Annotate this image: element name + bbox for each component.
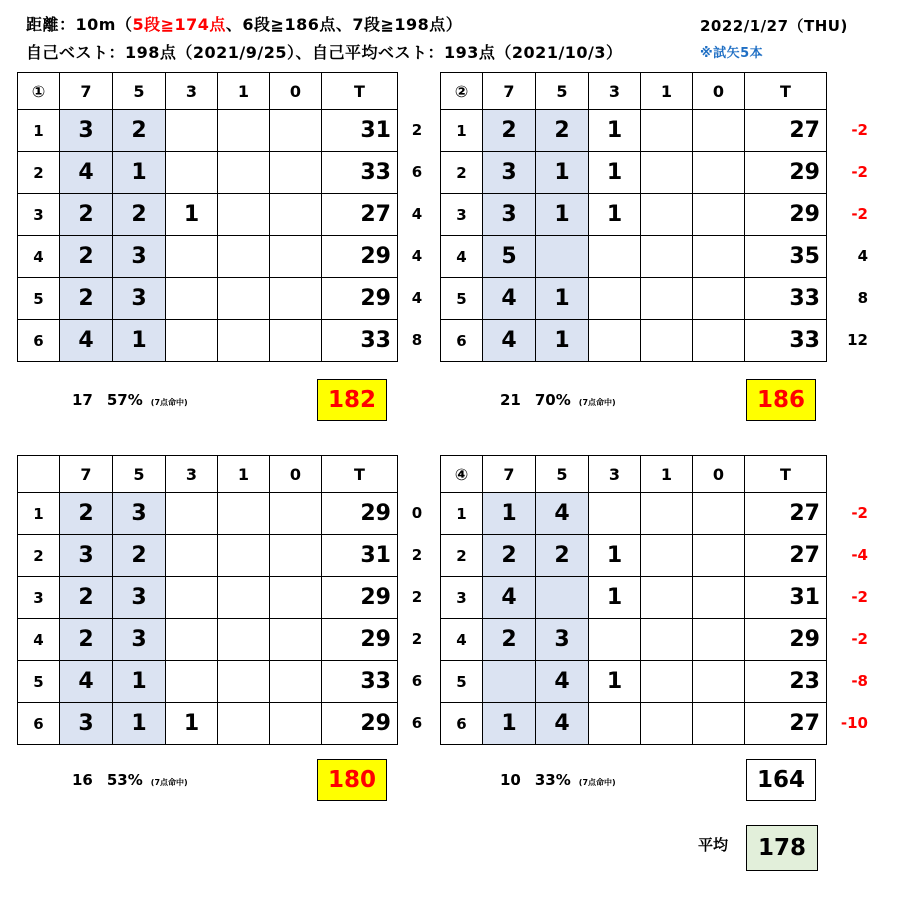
score-row xyxy=(18,577,398,619)
side-count: 4 xyxy=(411,247,423,265)
count-1-point xyxy=(641,110,693,152)
col-7-header: 7 xyxy=(483,456,536,493)
count-0-point xyxy=(693,661,745,703)
hit-summary-round-2: 21 70% (7点命中) xyxy=(500,391,616,409)
end-number: 3 xyxy=(441,194,483,236)
end-number: 1 xyxy=(18,493,60,535)
count-5-point: 1 xyxy=(536,194,589,236)
hit-summary-round-3: 16 53% (7点命中) xyxy=(72,771,188,789)
count-7-point: 2 xyxy=(60,577,113,619)
col-7-header: 7 xyxy=(483,73,536,110)
count-7-point: 3 xyxy=(60,110,113,152)
end-total: 29 xyxy=(322,577,398,619)
count-5-point: 3 xyxy=(536,619,589,661)
count-7-point: 4 xyxy=(483,577,536,619)
count-0-point xyxy=(270,703,322,745)
side-count: 2 xyxy=(411,588,423,606)
count-1-point xyxy=(641,493,693,535)
round-2-total: 186 xyxy=(746,379,816,421)
count-5-point: 3 xyxy=(113,493,166,535)
end-number: 6 xyxy=(18,703,60,745)
count-0-point xyxy=(693,278,745,320)
end-total: 33 xyxy=(745,278,827,320)
count-1-point xyxy=(218,194,270,236)
count-7-point: 2 xyxy=(60,619,113,661)
col-7-header: 7 xyxy=(60,73,113,110)
round-label: ② xyxy=(441,73,483,110)
count-0-point xyxy=(270,493,322,535)
end-total: 29 xyxy=(322,493,398,535)
score-row xyxy=(18,152,398,194)
count-3-point xyxy=(589,703,641,745)
cumulative-diff: -4 xyxy=(851,546,868,564)
score-row xyxy=(18,535,398,577)
count-1-point xyxy=(218,152,270,194)
count-5-point: 1 xyxy=(113,320,166,362)
count-5-point: 1 xyxy=(536,278,589,320)
end-total: 27 xyxy=(745,703,827,745)
side-count: 4 xyxy=(411,205,423,223)
cumulative-diff: 12 xyxy=(847,331,868,349)
end-number: 1 xyxy=(441,493,483,535)
count-0-point xyxy=(270,661,322,703)
count-7-point: 2 xyxy=(60,278,113,320)
count-7-point: 4 xyxy=(60,320,113,362)
count-5-point: 4 xyxy=(536,661,589,703)
round-label xyxy=(18,456,60,493)
count-1-point xyxy=(218,619,270,661)
count-3-point xyxy=(166,535,218,577)
count-7-point: 4 xyxy=(60,152,113,194)
count-7-point: 3 xyxy=(60,703,113,745)
count-1-point xyxy=(641,278,693,320)
count-7-point: 5 xyxy=(483,236,536,278)
count-3-point xyxy=(589,619,641,661)
score-row xyxy=(18,110,398,152)
count-1-point xyxy=(641,661,693,703)
score-table-round-4 xyxy=(440,455,827,745)
end-number: 1 xyxy=(441,110,483,152)
count-5-point: 2 xyxy=(113,110,166,152)
count-1-point xyxy=(641,236,693,278)
count-7-point: 4 xyxy=(483,320,536,362)
count-5-point: 2 xyxy=(536,110,589,152)
col-total-header: T xyxy=(322,456,398,493)
count-5-point: 3 xyxy=(113,236,166,278)
score-row xyxy=(441,577,827,619)
end-total: 29 xyxy=(745,194,827,236)
end-total: 27 xyxy=(745,493,827,535)
trial-arrows-note: ※試矢5本 xyxy=(700,46,764,61)
count-7-point: 2 xyxy=(60,493,113,535)
count-7-point: 3 xyxy=(60,535,113,577)
count-0-point xyxy=(270,236,322,278)
col-7-header: 7 xyxy=(60,456,113,493)
count-1-point xyxy=(218,320,270,362)
end-total: 27 xyxy=(745,110,827,152)
score-table-round-2 xyxy=(440,72,827,362)
count-0-point xyxy=(693,577,745,619)
score-row xyxy=(18,703,398,745)
count-0-point xyxy=(270,152,322,194)
end-total: 33 xyxy=(322,661,398,703)
end-total: 27 xyxy=(745,535,827,577)
end-number: 5 xyxy=(18,278,60,320)
count-7-point: 4 xyxy=(483,278,536,320)
end-number: 2 xyxy=(441,535,483,577)
side-count: 6 xyxy=(411,163,423,181)
count-5-point: 3 xyxy=(113,619,166,661)
count-0-point xyxy=(693,194,745,236)
count-0-point xyxy=(270,577,322,619)
col-total-header: T xyxy=(745,73,827,110)
round-label: ④ xyxy=(441,456,483,493)
score-row xyxy=(441,152,827,194)
count-1-point xyxy=(218,535,270,577)
count-1-point xyxy=(641,194,693,236)
end-total: 31 xyxy=(745,577,827,619)
distance-header: 距離：10m（5段≧174点、6段≧186点、7段≧198点） xyxy=(26,15,463,34)
score-row xyxy=(18,236,398,278)
count-1-point xyxy=(218,278,270,320)
cumulative-diff: -2 xyxy=(851,504,868,522)
count-3-point xyxy=(166,661,218,703)
count-0-point xyxy=(693,619,745,661)
count-7-point: 2 xyxy=(483,619,536,661)
count-0-point xyxy=(270,278,322,320)
cumulative-diff: -2 xyxy=(851,630,868,648)
count-5-point xyxy=(536,577,589,619)
cumulative-diff: 8 xyxy=(857,289,868,307)
count-3-point xyxy=(166,619,218,661)
count-5-point: 4 xyxy=(536,703,589,745)
score-row xyxy=(441,320,827,362)
count-5-point: 1 xyxy=(536,320,589,362)
count-5-point: 2 xyxy=(536,535,589,577)
count-3-point xyxy=(166,577,218,619)
count-0-point xyxy=(693,152,745,194)
count-5-point: 3 xyxy=(113,577,166,619)
score-row xyxy=(441,661,827,703)
col-1-header: 1 xyxy=(218,73,270,110)
count-3-point xyxy=(166,278,218,320)
count-3-point xyxy=(589,236,641,278)
score-row xyxy=(441,493,827,535)
count-1-point xyxy=(218,703,270,745)
round-4-total: 164 xyxy=(746,759,816,801)
col-total-header: T xyxy=(322,73,398,110)
cumulative-diff: -8 xyxy=(851,672,868,690)
side-count: 2 xyxy=(411,546,423,564)
count-0-point xyxy=(693,236,745,278)
count-3-point xyxy=(589,320,641,362)
score-row xyxy=(18,320,398,362)
count-1-point xyxy=(641,703,693,745)
end-number: 2 xyxy=(441,152,483,194)
col-0-header: 0 xyxy=(693,73,745,110)
end-number: 4 xyxy=(441,619,483,661)
hit-summary-round-1: 17 57% (7点命中) xyxy=(72,391,188,409)
count-3-point xyxy=(589,278,641,320)
end-total: 29 xyxy=(322,619,398,661)
count-1-point xyxy=(641,535,693,577)
count-1-point xyxy=(218,236,270,278)
end-number: 3 xyxy=(441,577,483,619)
count-7-point: 4 xyxy=(60,661,113,703)
hit-summary-round-4: 10 33% (7点命中) xyxy=(500,771,616,789)
end-total: 33 xyxy=(322,152,398,194)
cumulative-diff: -2 xyxy=(851,205,868,223)
col-0-header: 0 xyxy=(693,456,745,493)
count-0-point xyxy=(270,535,322,577)
count-5-point: 1 xyxy=(113,661,166,703)
count-0-point xyxy=(693,320,745,362)
end-number: 5 xyxy=(18,661,60,703)
col-1-header: 1 xyxy=(641,456,693,493)
count-5-point: 1 xyxy=(113,152,166,194)
end-total: 35 xyxy=(745,236,827,278)
count-3-point xyxy=(166,152,218,194)
score-row xyxy=(441,619,827,661)
end-total: 29 xyxy=(322,236,398,278)
end-number: 5 xyxy=(441,278,483,320)
score-row xyxy=(18,619,398,661)
col-total-header: T xyxy=(745,456,827,493)
end-total: 23 xyxy=(745,661,827,703)
col-1-header: 1 xyxy=(218,456,270,493)
end-number: 3 xyxy=(18,577,60,619)
count-5-point: 1 xyxy=(536,152,589,194)
col-5-header: 5 xyxy=(113,456,166,493)
count-5-point: 2 xyxy=(113,194,166,236)
col-5-header: 5 xyxy=(536,73,589,110)
side-count: 4 xyxy=(411,289,423,307)
col-0-header: 0 xyxy=(270,456,322,493)
end-number: 4 xyxy=(18,619,60,661)
count-3-point xyxy=(166,493,218,535)
score-row xyxy=(18,661,398,703)
score-row xyxy=(18,278,398,320)
side-count: 8 xyxy=(411,331,423,349)
count-7-point: 1 xyxy=(483,703,536,745)
end-total: 33 xyxy=(745,320,827,362)
end-total: 29 xyxy=(745,152,827,194)
count-5-point: 3 xyxy=(113,278,166,320)
count-3-point xyxy=(166,110,218,152)
count-1-point xyxy=(641,320,693,362)
count-0-point xyxy=(693,535,745,577)
end-number: 6 xyxy=(441,703,483,745)
score-row xyxy=(441,236,827,278)
count-3-point: 1 xyxy=(589,535,641,577)
col-3-header: 3 xyxy=(589,456,641,493)
score-row xyxy=(441,535,827,577)
average-label: 平均 xyxy=(698,836,729,854)
count-7-point: 2 xyxy=(60,194,113,236)
cumulative-diff: -2 xyxy=(851,121,868,139)
count-7-point: 3 xyxy=(483,152,536,194)
side-count: 6 xyxy=(411,672,423,690)
end-number: 4 xyxy=(18,236,60,278)
count-3-point: 1 xyxy=(166,703,218,745)
cumulative-diff: -10 xyxy=(840,714,868,732)
count-3-point xyxy=(589,493,641,535)
end-total: 27 xyxy=(322,194,398,236)
count-3-point: 1 xyxy=(589,110,641,152)
average-value: 178 xyxy=(746,825,818,871)
count-1-point xyxy=(218,110,270,152)
col-3-header: 3 xyxy=(589,73,641,110)
end-number: 4 xyxy=(441,236,483,278)
count-1-point xyxy=(218,661,270,703)
count-3-point: 1 xyxy=(589,577,641,619)
side-count: 6 xyxy=(411,714,423,732)
end-total: 29 xyxy=(745,619,827,661)
count-5-point: 4 xyxy=(536,493,589,535)
count-1-point xyxy=(641,577,693,619)
count-5-point: 1 xyxy=(113,703,166,745)
round-label: ① xyxy=(18,73,60,110)
score-row xyxy=(18,493,398,535)
end-total: 29 xyxy=(322,278,398,320)
cumulative-diff: -2 xyxy=(851,163,868,181)
side-count: 0 xyxy=(411,504,423,522)
count-3-point: 1 xyxy=(166,194,218,236)
score-row xyxy=(18,194,398,236)
count-0-point xyxy=(693,110,745,152)
round-3-total: 180 xyxy=(317,759,387,801)
count-3-point: 1 xyxy=(589,152,641,194)
count-0-point xyxy=(693,703,745,745)
score-row xyxy=(441,278,827,320)
end-total: 31 xyxy=(322,535,398,577)
col-0-header: 0 xyxy=(270,73,322,110)
count-0-point xyxy=(693,493,745,535)
end-number: 2 xyxy=(18,152,60,194)
count-3-point: 1 xyxy=(589,661,641,703)
cumulative-diff: -2 xyxy=(851,588,868,606)
col-3-header: 3 xyxy=(166,456,218,493)
end-total: 31 xyxy=(322,110,398,152)
end-number: 5 xyxy=(441,661,483,703)
count-5-point xyxy=(536,236,589,278)
count-7-point: 1 xyxy=(483,493,536,535)
score-row xyxy=(441,703,827,745)
col-5-header: 5 xyxy=(113,73,166,110)
end-number: 6 xyxy=(18,320,60,362)
end-number: 1 xyxy=(18,110,60,152)
count-7-point: 3 xyxy=(483,194,536,236)
count-7-point: 2 xyxy=(60,236,113,278)
count-7-point: 2 xyxy=(483,110,536,152)
col-1-header: 1 xyxy=(641,73,693,110)
date-label: 2022/1/27（THU) xyxy=(700,17,848,35)
score-row xyxy=(441,194,827,236)
count-1-point xyxy=(641,619,693,661)
count-0-point xyxy=(270,110,322,152)
cumulative-diff: 4 xyxy=(857,247,868,265)
count-1-point xyxy=(218,493,270,535)
count-3-point xyxy=(166,320,218,362)
round-1-total: 182 xyxy=(317,379,387,421)
count-0-point xyxy=(270,320,322,362)
count-7-point: 2 xyxy=(483,535,536,577)
count-5-point: 2 xyxy=(113,535,166,577)
count-7-point xyxy=(483,661,536,703)
count-1-point xyxy=(641,152,693,194)
count-0-point xyxy=(270,619,322,661)
end-total: 29 xyxy=(322,703,398,745)
personal-best-header: 自己ベスト：198点（2021/9/25）、自己平均ベスト：193点（2021/10/3） xyxy=(26,43,623,62)
end-number: 3 xyxy=(18,194,60,236)
rank-5-threshold: 5段≧174点 xyxy=(132,15,226,34)
end-total: 33 xyxy=(322,320,398,362)
score-table-round-1 xyxy=(17,72,398,362)
count-1-point xyxy=(218,577,270,619)
end-number: 2 xyxy=(18,535,60,577)
side-count: 2 xyxy=(411,630,423,648)
score-row xyxy=(441,110,827,152)
count-0-point xyxy=(270,194,322,236)
side-count: 2 xyxy=(411,121,423,139)
col-3-header: 3 xyxy=(166,73,218,110)
count-3-point: 1 xyxy=(589,194,641,236)
score-table-round-3 xyxy=(17,455,398,745)
end-number: 6 xyxy=(441,320,483,362)
col-5-header: 5 xyxy=(536,456,589,493)
count-3-point xyxy=(166,236,218,278)
